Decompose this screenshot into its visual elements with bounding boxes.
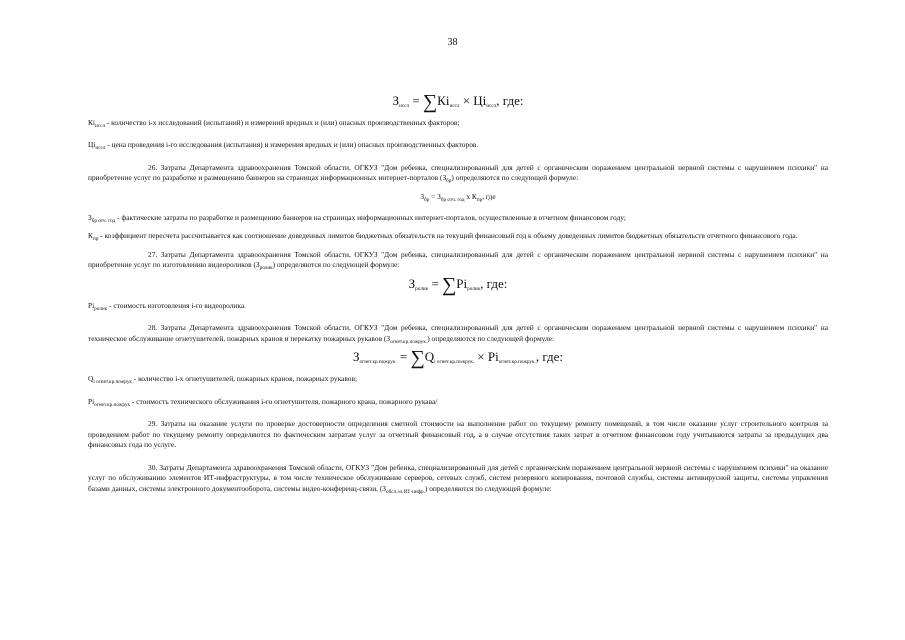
definition-c-research: $Цi_{иссл}$ - цена проведения i-го исследования (испытания) и измерения вредных и (или) опасных производственных факторов. bbox=[88, 140, 479, 152]
definition-k-recalc: $К_{пр}$ - коэффициент пересчета рассчитывается как соотношение доведенных лимитов бюджетных обязательств на текущий финансовый год к объему доведенных лимитов бюджетных обязательств отчетного финансового года. bbox=[88, 231, 798, 243]
paragraph-30: 30. Затраты Департамента здравоохранения Томской области, ОГКУЗ "Дом ребенка, специализированный для детей с органическим поражением центральной нервной системы с нарушением психики" на оказание услуг по обслуживанию элементов ИТ-инфраструктуры, в том числе техническое обслуживание серверов, сетевых служб, систем резервного копирования, почтовой службы, системы антивирусной защиты, системы управления базами данных, системы электронного документооборота, системы видео-конференц-связи, $(З_{обсл.эл.ИТ-инфр.})$ определяются по следующей формуле: bbox=[88, 462, 828, 496]
document-body bbox=[88, 90, 828, 503]
definition-p-fire: $Рi_{огнет.кр.пожрук}$ - стоимость технического обслуживания i-го огнетушителя, пожарного крана, пожарного рукава/ bbox=[88, 396, 438, 408]
paragraph-28: 28. Затраты Департамента здравоохранения Томской области, ОГКУЗ "Дом ребенка, специализированный для детей с органическим поражением центральной нервной системы с нарушением психики" на техническое обслуживание огнетушителей, пожарных кранов и перекатку пожарных рукавов $(З_{огнет.кр.пожрук.})$ определяются по следующей формуле: bbox=[88, 323, 828, 345]
paragraph-27: 27. Затраты Департамента здравоохранения Томской области, ОГКУЗ "Дом ребенка, специализированный для детей с органическим поражением центральной нервной системы с нарушением психики" на приобретение услуг по изготовлению видеороликов $(З_{ролик})$ определяются по следующей формуле: bbox=[88, 249, 828, 272]
formula-research-costs: $З_{иссл} = \sum Кi_{иссл} \times Цi_{иссл}$, где: bbox=[392, 91, 524, 113]
definition-z-banners: $З_{бр отч. год}$ - фактические затраты по разработке и размещению баннеров на страницах информационных интернет-порталов, осуществленные в отчетном финансовом году; bbox=[88, 212, 626, 224]
sum-symbol: ∑ bbox=[422, 91, 438, 113]
definition-q-fire: $Q_{i огнет.кр.пожрук}$ - количество i-х огнетушителей, пожарных кранов, пожарных рукавов; bbox=[88, 373, 358, 385]
paragraph-29: 29. Затраты на оказание услуги по проверке достоверности определения сметной стоимости на выполнение работ по текущему ремонту помещений, в том числе оказание услуг строительного контроля за проведением работ по текущему ремонту определяются по фактическим затратам услуг за отчетный финансовый год, а в случае отсутствия таких затрат в отчетном финансовом году учитываются затраты за предыдущих два финансовых года по услуге. bbox=[88, 419, 828, 450]
formula-fire-equipment: $З_{огнет.кр.пожрук.} = \sum Q_{i огнет.кр.пожрук.} \times Рi_{огнет.кр.пожрук.}$, где: bbox=[352, 347, 564, 370]
formula-videos: $З_{ролик} = \sum Рi_{ролик}$, где: bbox=[408, 273, 508, 296]
sum-symbol: ∑ bbox=[442, 273, 457, 296]
page-number: 38 bbox=[447, 37, 458, 48]
sum-symbol: ∑ bbox=[410, 347, 425, 370]
paragraph-26: 26. Затраты Департамента здравоохранения Томской области, ОГКУЗ "Дом ребенка, специализированный для детей с органическим поражением центральной нервной системы с нарушением психики" на приобретение услуг по разработке и размещению баннеров на страницах информационных интернет-порталов $(З_{бр})$ определяются по следующей формуле: bbox=[88, 162, 828, 185]
definition-k-research: $Кi_{иссл}$ - количество i-х исследований (испытаний) и измерений вредных и (или) опасных производственных факторов; bbox=[88, 117, 460, 129]
formula-banners: $З_{бр} = З_{бр отч. год}$ х $К_{пр}$, где bbox=[420, 191, 496, 203]
definition-p-video: $Рi_{ролик}$ - стоимость изготовления i-го видеоролика. bbox=[88, 300, 246, 312]
